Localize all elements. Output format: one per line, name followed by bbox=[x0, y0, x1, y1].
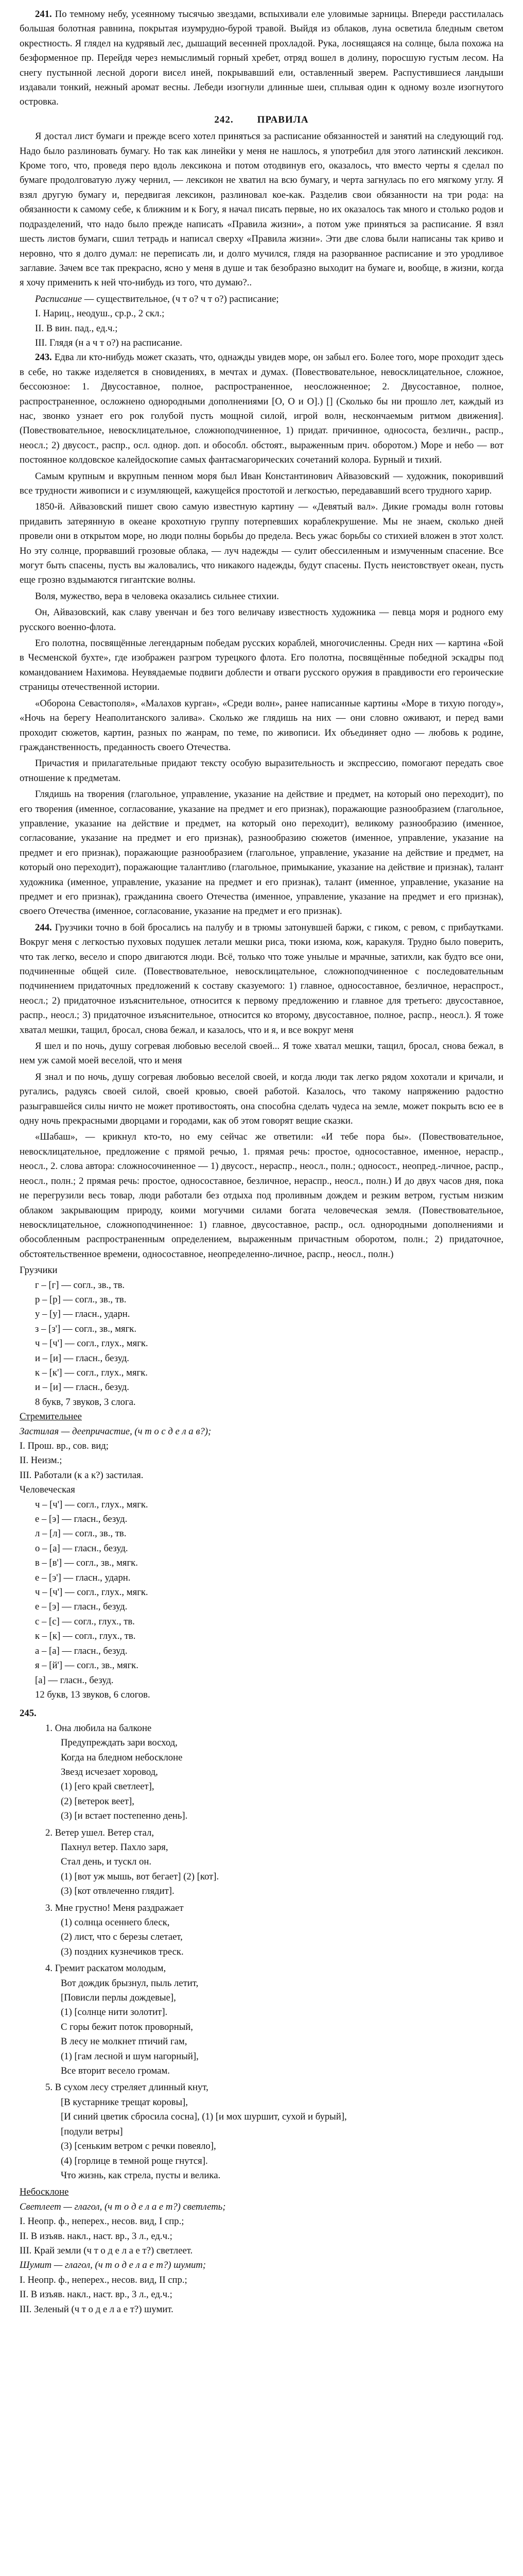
document-page bbox=[20, 7, 503, 2576]
paragraph: Я достал лист бумаги и прежде всего хотел приняться за расписание обязанностей и занятий на следующий год. Надо было разлиновать бумагу. Но так как линейки у меня не нашлось, я употребил для этого латинский лексикон. Кроме того, что, проведя перо вдоль лексикона и потом отодвинув его, оказалось, что вместо черты я сделал по бумаге продолговатую лужу чернил, — лексикон не хватил на всю бумагу, и черта загнулась по его мягкому углу. Я взял другую бумагу и, передвигая лексикон, разлиновал кое-как. Разделив свои обязанности на три рода: на обязанности к самому себе, к ближним и к Богу, я начал писать первые, но их оказалось так много и столько родов и подразделений, что надо было прежде написать «Правила жизни», а потом уже приняться за расписание. Я взял шесть листов бумаги, сшил тетрадь и написал сверху «Правила жизни». Эти две слова были написаны так криво и неровно, что я долго думал: не переписать ли, и долго мучился, глядя на разорванное расписание и это уродливое заглавие. Зачем все так прекрасно, ясно у меня в душе и так безобразно выходит на бумаге и, вообще, в жизни, когда я хочу применить к ней что-нибудь из того, что думаю?.. bbox=[20, 131, 503, 289]
poem-line: (1) [солнце нити золотит]. bbox=[61, 2007, 168, 2018]
exercise-title: ПРАВИЛА bbox=[257, 114, 309, 125]
analysis-line: III. Край земли (ч т о д е л а е т?) светлеет. bbox=[20, 2245, 193, 2256]
exercise-number: 241. bbox=[35, 9, 52, 20]
word-analysis-end bbox=[20, 2200, 503, 2317]
analysed-word bbox=[20, 1410, 503, 1424]
phonetic-list bbox=[20, 1278, 503, 1410]
poem-line: 3. Мне грустно! Меня раздражает bbox=[45, 1902, 184, 1913]
poem-line: Стал день, и тускл он. bbox=[61, 1856, 152, 1868]
exercise-243-text bbox=[20, 350, 503, 467]
analysis-line: I. Неопр. ф., неперех., несов. вид, I спр.; bbox=[20, 2216, 184, 2227]
phonetic-row: е – [э'] — гласн., ударн. bbox=[35, 1572, 131, 1583]
exercise-245 bbox=[20, 1706, 503, 2317]
line-text: Гремит раскатом молодым, bbox=[55, 1963, 166, 1974]
analysis-line: II. Неизм.; bbox=[20, 1455, 62, 1466]
phonetic-row: а – [а] — гласн., безуд. bbox=[35, 1645, 128, 1656]
phonetic-row: к – [к'] — согл., глух., мягк. bbox=[35, 1367, 148, 1378]
phonetic-row: и – [и] — гласн., безуд. bbox=[35, 1382, 129, 1393]
poem-line: В лесу не молкнет птичий гам, bbox=[61, 2036, 187, 2047]
paragraph: Воля, мужество, вера в человека оказались сильнее стихии. bbox=[35, 590, 279, 602]
poem-line: (2) лист, что с березы слетает, bbox=[61, 1931, 183, 1943]
paragraph: Я знал и по ночь, душу согревая любовью веселой своей, и когда люди так легко рядом хохотали и кричали, и ругались, радуясь своей силой, своей кровью, своей работой. Казалось, что такому напряжению радостно разыгравшейся силы ничто не может противостоять, она способна сделать чудеса на земле, может покрыть всю ее в одну ночь прекрасными дворцами и городами, как об этом говорят вещие сказки. bbox=[20, 1071, 503, 1127]
phonetic-row: о – [а] — гласн., безуд. bbox=[35, 1543, 128, 1554]
phonetic-row: ч – [ч'] — согл., глух., мягк. bbox=[35, 1338, 148, 1349]
poem-line: Звезд исчезает хоровод, bbox=[61, 1766, 158, 1777]
poem-line: (1) [гам лесной и шум нагорный], bbox=[61, 2050, 199, 2062]
poem-line: [подули ветры] bbox=[61, 2126, 123, 2137]
phonetic-row: к – [к] — согл., глух., тв. bbox=[35, 1631, 136, 1642]
phonetic-row: г – [г] — согл., зв., тв. bbox=[35, 1279, 125, 1291]
analysis-line: I. Неопр. ф., неперех., несов. вид, II спр.; bbox=[20, 2274, 187, 2285]
phonetic-summary: 8 букв, 7 звуков, 3 слога. bbox=[35, 1396, 136, 1408]
analysis-line: Светлеет — глагол, (ч т о д е л а е т?) светлеть; bbox=[20, 2201, 226, 2212]
word-analysis bbox=[20, 1425, 503, 1483]
poem-line: 2. Ветер ушел. Ветер стал, bbox=[45, 1827, 154, 1838]
phonetic-row: у – [у] — гласн., ударн. bbox=[35, 1309, 130, 1320]
exercise-241 bbox=[20, 7, 503, 110]
exercise-number: 242. bbox=[214, 114, 234, 125]
poem-line: (1) [вот уж мышь, вот бегает] (2) [кот]. bbox=[61, 1871, 219, 1882]
poem-line: (4) [горлице в темной роще гнутся]. bbox=[61, 2155, 208, 2166]
analysis-line bbox=[20, 292, 503, 307]
phonetic-row: ч – [ч'] — согл., глух., мягк. bbox=[35, 1499, 148, 1510]
stanza bbox=[45, 2080, 503, 2183]
paragraph: «Шабаш», — крикнул кто-то, но ему сейчас же ответили: «И тебе пора бы». (Повествовательное, невосклицательное, предложение с прямой речью, 1. прямая речь: простое, односоставное, именное, нераспр., неосл., 2. слова автора: сложносочиненное — 1) двусост., нераспр., неосл., полн.; односост., неопред.-личное, распр., неосл., полн.; 2 прямая речь: простое, односоставное, безличное, нераспр., неосл., полн.) И до двух часов дня, пока не перегрузили весь товар, люди работали без отдыха под проливным дождем и резким ветром, густым низким облаком закрывающим природу, коими могучими силами богата человеческая земля. (Повествовательное, невосклицательное, сложноподчиненное: 1) главное, двусоставное, распр., осл. однородными дополнениями и обособленным распространенным определением, выраженным причастным оборотом, полн.; 2) придаточное, обстоятельственное времени, односоставное, неопределенно-личное, распр., неосл., полн.) bbox=[20, 1131, 503, 1260]
phonetic-row: р – [р] — согл., зв., тв. bbox=[35, 1294, 127, 1305]
paragraph: «Оборона Севастополя», «Малахов курган», «Среди волн», ранее написанные картины «Море в тихую погоду», «Ночь на берегу Неаполитанского залива». Сколько же глядишь на них — они словно оживают, и перед вами проходит сюжетов, картин, разных по жанрам, по теме, по живописи. Их объединяет одно — любовь к родине, гражданственность, преданность своего Отечества. bbox=[20, 698, 503, 753]
poem bbox=[20, 1721, 503, 2183]
phrase-analysis: Глядишь на творения (глагольное, управление, указание на действие и предмет, на который оно переходит), по его творения (именное, согласование, указание на предмет и его признак), поражающие разнообразием (глагольное, управление, указание на действие и предмет, на который оно переходит), великому разнообразию (именное, согласование, указание на предмет и его признак), разнообразию сюжетов (именное, управление, указание на предмет и его признак), поражающие разнообразием (глагольное, управление, указание на действие и предмет, на который оно переходит), поражающие талантливо (глагольное, примыкание, указание на действие и признак), талант художника (именное, управление, указание на предмет и его признак), талант (именное, управление, указание на предмет и его признак), гражданина своего Отечества (именное, управление, указание на предмет и его признак), своего Отечества (именное, согласование, указание на предмет и его признак). bbox=[20, 789, 503, 917]
poem-line: 1. Она любила на балконе bbox=[45, 1722, 152, 1734]
poem-line: Все вторит весело громам. bbox=[61, 2065, 170, 2077]
analysis-line: II. В изъяв. накл., наст. вр., 3 л., ед.ч.; bbox=[20, 2230, 172, 2242]
poem-line: (3) поздних кузнечиков треск. bbox=[61, 1946, 184, 1957]
poem-line: (3) [и встает постепенно день]. bbox=[61, 1810, 188, 1822]
exercise-242 bbox=[20, 113, 503, 351]
phonetic-row: с – [с] — согл., глух., тв. bbox=[35, 1616, 135, 1627]
poem-line: С горы бежит поток проворный, bbox=[61, 2021, 193, 2032]
poem-line: [В кустарнике трещат коровы], bbox=[61, 2096, 188, 2108]
analysis-line: Застилая — деепричастие, (ч т о с д е л а в?); bbox=[20, 1426, 212, 1437]
paragraph: Его полотна, посвящённые легендарным победам русских кораблей, многочисленны. Средн них — картина «Бой в Чесменской бухте», где изображен разгром турецкого флота. Его полотна, посвящённые победной эскадры под командованием Нахимова. Неувядаемые подвиги доблести и отваги русского оружия в правдивости его героические страницы отечественной истории. bbox=[20, 638, 503, 693]
paragraph: 1850-й. Айвазовский пишет свою самую известную картину — «Девятый вал». Дикие громады волн готовы придавить затерянную в океане крохотную группу потерпевших кораблекрушение. Мы не знаем, сколько дней провели они в открытом море, но люди полны борьбы до предела. Весь ужас борьбы со стихией вложен в этот холст. Но эту солнце, прорвавший грозовые облака, — луч надежды — сулит обессиленным и измученным спасение. Все могут быть спасены, пусть вы жаловались, что никакого надежды, будут спасены. Пусть неистовствует океан, пусть еще грозно вздымаются гигантские волны. bbox=[20, 501, 503, 586]
phonetic-list-2 bbox=[20, 1498, 503, 1703]
poem-line: Вот дождик брызнул, пыль летит, bbox=[61, 1977, 199, 1989]
poem-line: Пахнул ветер. Пахло заря, bbox=[61, 1841, 168, 1853]
analysis-line: III. Глядя (н а ч т о?) на расписание. bbox=[35, 337, 183, 348]
phonetic-row: ч – [ч'] — согл., глух., мягк. bbox=[35, 1587, 148, 1598]
line-text: Ветер ушел. Ветер стал, bbox=[55, 1827, 154, 1838]
analysis-line: I. Нариц., неодуш., ср.р., 2 скл.; bbox=[35, 308, 165, 319]
paragraph: Грузчики точно в бой бросались на палубу и в трюмы затонувшей баржи, с гиком, с ревом, с прибаутками. Вокруг меня с легкостью пуховых подушек летали мешки риса, тюки изюма, кож, каракуля. Трудно было поверить, что так легко, весело и споро двигаются люди. Всё, только что тоже унылые и мрачные, затихли, как будто все они, подчиненные общей силе. (Повествовательное, невосклицательное, сложноподчиненное с последовательным подчинением придаточных предложений к составу сказуемого: 1) главное, односоставное, безличное, нераспрост., неосл.; 2) придаточное изъяснительное, относится к первому предложению и главное для третьего: двусоставное, распр., неосл.; 3) придаточное изъяснительное, относится ко второму, двусоставное, полное, распр., неосл.). Я тоже хватал мешки, тащил, бросал, снова бежал, и казалось, что и я, и все вокруг меня bbox=[20, 922, 503, 1036]
analysed-word: Человеческая bbox=[20, 1484, 75, 1496]
paragraph: Едва ли кто-нибудь может сказать, что, однажды увидев море, он забыл его. Более того, море проходит здесь в себе, но также изделяется в сновидениях, в мечтах и думах. (Повествовательное, невосклицательное, сложное, бессоюзное: 1. Двусоставное, полное, распространенное, неосложненное; 2. Двусоставное, полное, распространенное, осложнено однородными дополнениями [О, О и О].) [] (Сколько бы ни прошло лет, каждый из нас, звонко узнает его рок голубой пусть мощной силой, игрой волн, нескончаемым ритмом движения]. (Повествовательное, невосклицательное, сложноподчиненное, 1) придат. причинное, однососта, безличн., распр., неосл.; 2) двусост., распр., осл. однор. доп. и обособл. обстоят., выраженным прич. оборотом.) Море и небо — вот постоянное колдовское калейдоскопие самых фантасмагорических сочетаний колора. Бурный и тихий. bbox=[20, 352, 503, 466]
stanza bbox=[45, 1721, 503, 1824]
poem-line: Когда на бледном небосклоне bbox=[61, 1752, 183, 1763]
exercise-241-text bbox=[20, 7, 503, 110]
exercise-244 bbox=[20, 921, 503, 1703]
phonetic-row: я – [й'] — согл., зв., мягк. bbox=[35, 1660, 138, 1671]
poem-line: (3) [сеньким ветром с речки повеяло], bbox=[61, 2141, 216, 2152]
poem-line: 4. Гремит раскатом молодым, bbox=[45, 1963, 166, 1974]
exercise-number: 243. bbox=[35, 352, 52, 363]
phonetic-summary: 12 букв, 13 звуков, 6 слогов. bbox=[35, 1689, 150, 1700]
phonetic-row: е – [э] — гласн., безуд. bbox=[35, 1601, 128, 1613]
line-text: Она любила на балконе bbox=[55, 1722, 152, 1734]
phonetic-row: е – [э] — гласн., безуд. bbox=[35, 1514, 128, 1525]
paragraph: Самым крупным и вкрупным пенном моря был Иван Константинович Айвазовский — художник, покоривший все трудности живописи и с изумляющей, кажущейся простотой и легкостью, передававший всего трудного харир. bbox=[20, 470, 503, 496]
poem-line: (2) [ветерок веет], bbox=[61, 1795, 134, 1807]
phonetic-row: [а] — гласн., безуд. bbox=[35, 1674, 114, 1686]
exercise-243 bbox=[20, 350, 503, 919]
paragraph: Он, Айвазовский, как славу увенчан и без того величаву известность художника — певца моря и родного ему русского военно-флота. bbox=[20, 607, 503, 633]
analysis-label: Расписание bbox=[35, 293, 82, 304]
exercise-number: 245. bbox=[20, 1708, 37, 1719]
stanza bbox=[45, 1901, 503, 1960]
exercise-244-text bbox=[20, 921, 503, 1038]
analysis-line: III. Зеленый (ч т о д е л а е т?) шумит. bbox=[20, 2303, 173, 2315]
paragraph: Причастия и прилагательные придают тексту особую выразительность и экспрессию, помогают передать свое отношение к предметам. bbox=[20, 758, 503, 784]
phonetic-row: з – [з'] — согл., зв., мягк. bbox=[35, 1323, 137, 1334]
exercise-242-heading bbox=[20, 113, 503, 127]
paragraph: По темному небу, усеянному тысячью звездами, вспыхивали еле уловимые зарницы. Впереди расстилалась большая болотная равнина, покрытая изумрудно-бурой травой. Выйдя из облаков, луна осветила бледным светом окрестность. Я глядел на кудрявый лес, дышащий весенней прохладой. Рука, лоснящаяся на солнце, была похожа на безформенное пр. Перейдя через немыслимый горный хребет, отряд вошел в долину, поросшую густым лесом. На снегу пустынной лесной дороги висел иней, покрывавший ели, оставленный зверем. Распустившиеся ландыши издавали тонкий, нежный аромат весны. Лебеди изогнули длинные шеи, сплывая один к одному возле изогнутого островка. bbox=[20, 9, 503, 108]
poem-line: [Повисли перлы дождевые], bbox=[61, 1992, 176, 2004]
analysed-word bbox=[20, 2185, 503, 2199]
analysis-text: — существительное, (ч т о? ч т о?) расписание; bbox=[82, 293, 279, 304]
analysis-line: II. В вин. пад., ед.ч.; bbox=[35, 323, 118, 334]
analysis-line: II. В изъяв. накл., наст. вр., 3 л., ед.ч.; bbox=[20, 2289, 172, 2300]
poem-line: [И синий цветик сбросила сосна], (1) [и мох шуршит, сухой и бурый], bbox=[61, 2111, 347, 2123]
line-text: Мне грустно! Меня раздражает bbox=[55, 1902, 184, 1913]
underlined-word: Стремительнее bbox=[20, 1411, 82, 1422]
phonetic-row: и – [и] — гласн., безуд. bbox=[35, 1352, 129, 1364]
poem-line: (1) солнца осеннего блеск, bbox=[61, 1917, 170, 1928]
phonetic-row: л – [л] — согл., зв., тв. bbox=[35, 1528, 127, 1539]
stanza bbox=[45, 1826, 503, 1899]
exercise-number: 244. bbox=[35, 922, 52, 933]
analysis-line: I. Прош. вр., сов. вид; bbox=[20, 1440, 109, 1451]
poem-line: 5. В сухом лесу стреляет длинный кнут, bbox=[45, 2082, 208, 2093]
paragraph: Я шел и по ночь, душу согревая любовью веселой своей... Я тоже хватал мешки, тащил, бросал, снова бежал, в нем уж самой моей веселой, что и меня bbox=[20, 1041, 503, 1066]
line-text: В сухом лесу стреляет длинный кнут, bbox=[55, 2082, 208, 2093]
analysis-line: Шумит — глагол, (ч т о д е л а е т?) шумит; bbox=[20, 2260, 206, 2271]
phonetic-row: в – [в'] — согл., зв., мягк. bbox=[35, 1557, 138, 1569]
analysis-line: III. Работали (к а к?) застилая. bbox=[20, 1469, 144, 1481]
stanza bbox=[45, 1961, 503, 2078]
analysed-word: Грузчики bbox=[20, 1265, 58, 1276]
poem-line: Предупреждать зари восход, bbox=[61, 1737, 178, 1749]
poem-line: Что жизнь, как стрела, пусты и велика. bbox=[61, 2170, 221, 2181]
poem-line: (3) [кот отвлеченно глядит]. bbox=[61, 1886, 175, 1897]
poem-line: (1) [его край светлеет], bbox=[61, 1781, 154, 1792]
underlined-word: Небосклоне bbox=[20, 2187, 69, 2198]
